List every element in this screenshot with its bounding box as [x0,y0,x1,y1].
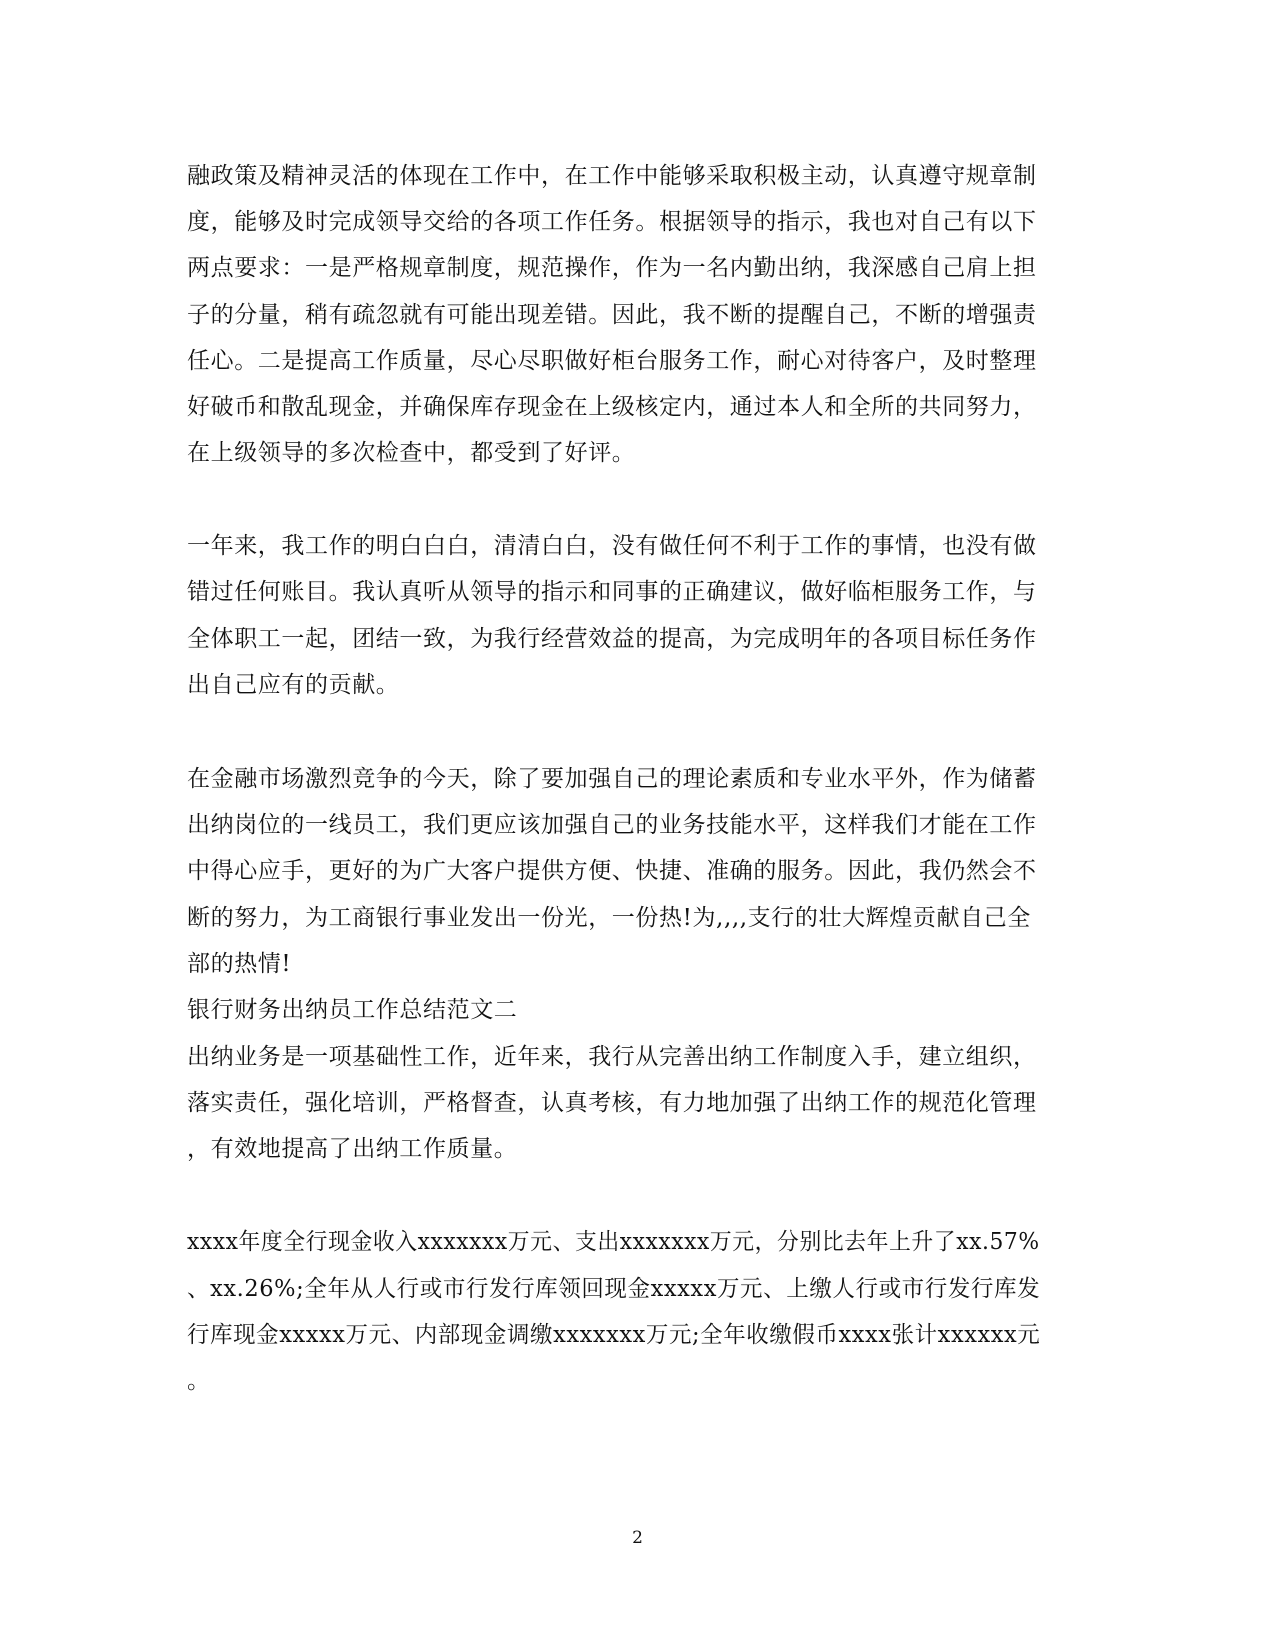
text-line: 好破币和散乱现金，并确保库存现金在上级核定内，通过本人和全所的共同努力， [187,394,1037,420]
text-line: 、xx.26%;全年从人行或市行发行库领回现金xxxxx万元、上缴人行或市行发行库发 [187,1276,1041,1302]
text-line: 两点要求：一是严格规章制度，规范操作，作为一名内勤出纳，我深感自己肩上担 [187,255,1037,281]
text-line: 断的努力，为工商银行事业发出一份光，一份热!为,,,,支行的壮大辉煌贡献自己全 [187,905,1031,931]
section-heading: 银行财务出纳员工作总结范文二 [187,997,518,1023]
text-line: 全体职工一起，团结一致，为我行经营效益的提高，为完成明年的各项目标任务作 [187,626,1037,652]
text-line: 一年来，我工作的明白白白，清清白白，没有做任何不利于工作的事情，也没有做 [187,533,1037,559]
text-line: 在上级领导的多次检查中，都受到了好评。 [187,440,636,466]
text-line: 度，能够及时完成领导交给的各项工作任务。根据领导的指示，我也对自己有以下 [187,209,1037,235]
text-line: 子的分量，稍有疏忽就有可能出现差错。因此，我不断的提醒自己，不断的增强责 [187,302,1037,328]
text-line: 出纳岗位的一线员工，我们更应该加强自己的业务技能水平，这样我们才能在工作 [187,812,1037,838]
text-line: 融政策及精神灵活的体现在工作中，在工作中能够采取积极主动，认真遵守规章制 [187,163,1037,189]
text-line: 错过任何账目。我认真听从领导的指示和同事的正确建议，做好临柜服务工作，与 [187,579,1037,605]
text-line: 在金融市场激烈竞争的今天，除了要加强自己的理论素质和专业水平外，作为储蓄 [187,766,1037,792]
text-line: 出自己应有的贡献。 [187,672,400,698]
text-line: 任心。二是提高工作质量，尽心尽职做好柜台服务工作，耐心对待客户，及时整理 [187,348,1037,374]
text-line: 行库现金xxxxx万元、内部现金调缴xxxxxxx万元;全年收缴假币xxxx张计xxxxxx元 [187,1322,1041,1348]
text-line: 落实责任，强化培训，严格督查，认真考核，有力地加强了出纳工作的规范化管理 [187,1090,1037,1116]
text-line: ，有效地提高了出纳工作质量。 [187,1136,518,1162]
text-line: xxxx年度全行现金收入xxxxxxx万元、支出xxxxxxx万元，分别比去年上升了xx.57% [187,1229,1040,1255]
text-line: 部的热情! [187,951,292,977]
page-number: 2 [632,1528,643,1548]
text-line: 。 [187,1368,211,1394]
text-line: 出纳业务是一项基础性工作，近年来，我行从完善出纳工作制度入手，建立组织， [187,1044,1037,1070]
text-line: 中得心应手，更好的为广大客户提供方便、快捷、准确的服务。因此，我仍然会不 [187,858,1037,884]
